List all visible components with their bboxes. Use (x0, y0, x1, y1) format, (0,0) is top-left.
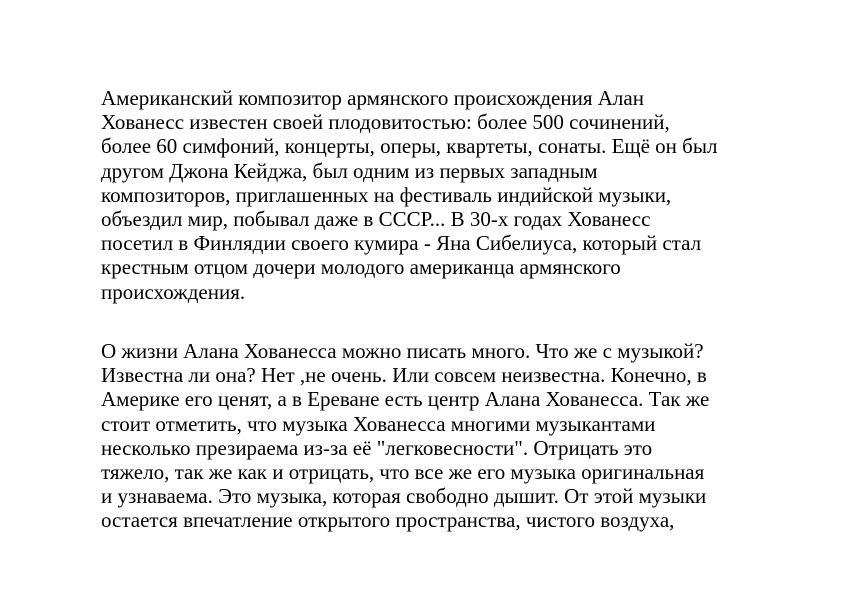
text-line: посетил в Финлядии своего кумира - Яна Сибелиуса, который стал (101, 231, 702, 256)
text-line: более 60 симфоний, концерты, оперы, квартеты, сонаты. Ещё он был (101, 134, 718, 159)
text-line: тяжело, так же как и отрицать, что все же его музыка оригинальная (101, 460, 705, 485)
text-line: происхождения. (101, 279, 246, 304)
text-line: крестным отцом дочери молодого американца армянского (101, 255, 621, 280)
paragraph-2 (101, 339, 761, 533)
text-line: Американский композитор армянского происхождения Алан (101, 86, 644, 110)
text-line: Известна ли она? Нет ,не очень. Или совсем неизвестна. Конечно, в (101, 363, 707, 388)
text-line: остается впечатление открытого пространства, чистого воздуха, (101, 508, 675, 533)
text-line: стоит отметить, что музыка Хованесса многими музыкантами (101, 411, 656, 436)
text-line: О жизни Алана Хованесса можно писать много. Что же с музыкой? (101, 339, 704, 363)
paragraph-1 (101, 86, 761, 304)
text-line: объездил мир, побывал даже в СССР... В 30-х годах Хованесс (101, 207, 651, 232)
text-line: Америке его ценят, а в Ереване есть центр Алана Хованесса. Так же (101, 387, 710, 412)
text-line: Хованесс известен своей плодовитостью: более 500 сочинений, (101, 110, 670, 135)
text-line: несколько презираема из-за её "легковесности". Отрицать это (101, 435, 653, 460)
text-line: и узнаваема. Это музыка, которая свободно дышит. От этой музыки (101, 484, 707, 509)
text-line: другом Джона Кейджа, был одним из первых западным (101, 158, 598, 183)
text-line: композиторов, приглашенных на фестиваль индийской музыки, (101, 182, 672, 207)
